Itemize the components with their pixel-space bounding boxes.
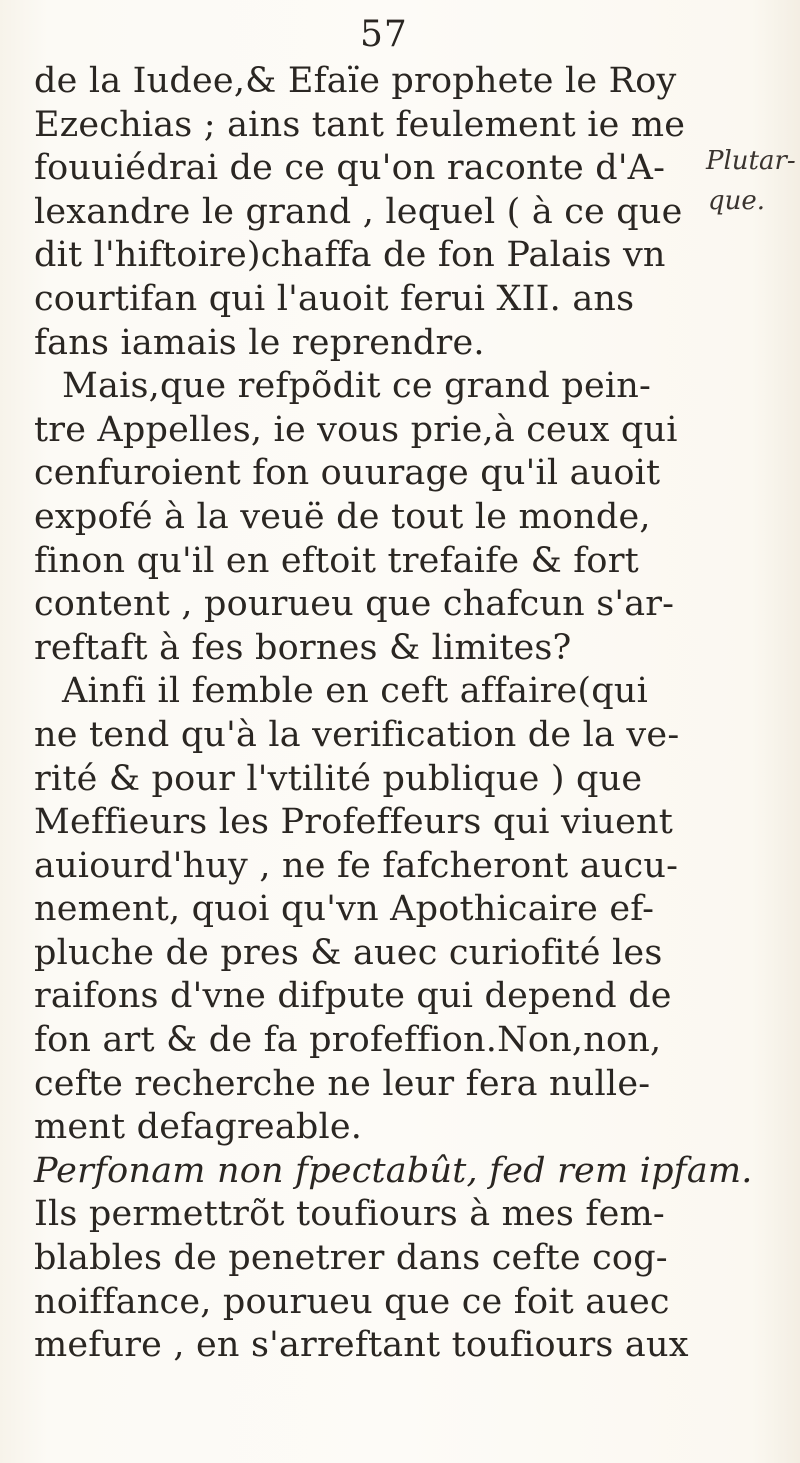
text-line: finon qu'il en eftoit trefaife & fort — [34, 540, 639, 581]
text-line: Mais,que refpõdit ce grand pein- — [62, 366, 652, 407]
body-text — [34, 60, 754, 1368]
text-line: courtifan qui l'auoit ferui XII. ans — [34, 278, 635, 319]
text-line: tre Appelles, ie vous prie,à ceux qui — [34, 409, 678, 450]
text-line: cefte recherche ne leur fera nulle- — [34, 1063, 651, 1104]
text-line: auiourd'huy , ne fe fafcheront aucu- — [34, 845, 679, 886]
margin-note: que. — [708, 186, 766, 216]
text-line: fans iamais le reprendre. — [34, 322, 485, 363]
text-line: blables de penetrer dans cefte cog- — [34, 1238, 668, 1279]
text-line: Meffieurs les Profeffeurs qui viuent — [34, 802, 674, 843]
text-line: Ainfi il femble en ceft affaire(qui — [62, 671, 649, 712]
text-line: ne tend qu'à la verification de la ve- — [34, 714, 680, 755]
text-line: dit l'hiftoire)chaffa de fon Palais vn — [34, 235, 666, 276]
text-line: noiffance, pourueu que ce foit auec — [34, 1281, 670, 1322]
text-line: nement, quoi qu'vn Apothicaire ef- — [34, 889, 655, 930]
text-line: reftaft à fes bornes & limites? — [34, 627, 572, 668]
text-line: Ezechias ; ains tant feulement ie me — [34, 104, 686, 145]
text-line: content , pourueu que chafcun s'ar- — [34, 584, 675, 625]
text-line: pluche de pres & auec curiofité les — [34, 932, 663, 973]
text-line: expofé à la veuë de tout le monde, — [34, 496, 651, 537]
text-line: rité & pour l'vtilité publique ) que — [34, 758, 643, 799]
text-line: lexandre le grand , lequel ( à ce que — [34, 191, 683, 232]
text-line: de la Iudee,& Efaïe prophete le Roy — [34, 61, 677, 101]
margin-note: Plutar- — [706, 146, 796, 176]
text-line: ment defagreable. — [34, 1107, 363, 1148]
text-line: mefure , en s'arreftant toufiours aux — [34, 1325, 689, 1366]
text-line: cenfuroient fon ouurage qu'il auoit — [34, 453, 661, 494]
latin-quote: Perfonam non fpectabût, fed rem ipfam. — [34, 1150, 753, 1191]
text-line: fouuiédrai de ce qu'on raconte d'A- — [34, 148, 666, 189]
page-number: 57 — [360, 14, 408, 55]
text-line: fon art & de fa profeffion.Non,non, — [34, 1020, 662, 1061]
text-line: Ils permettrõt toufiours à mes fem- — [34, 1194, 665, 1235]
text-line: raifons d'vne difpute qui depend de — [34, 976, 672, 1017]
